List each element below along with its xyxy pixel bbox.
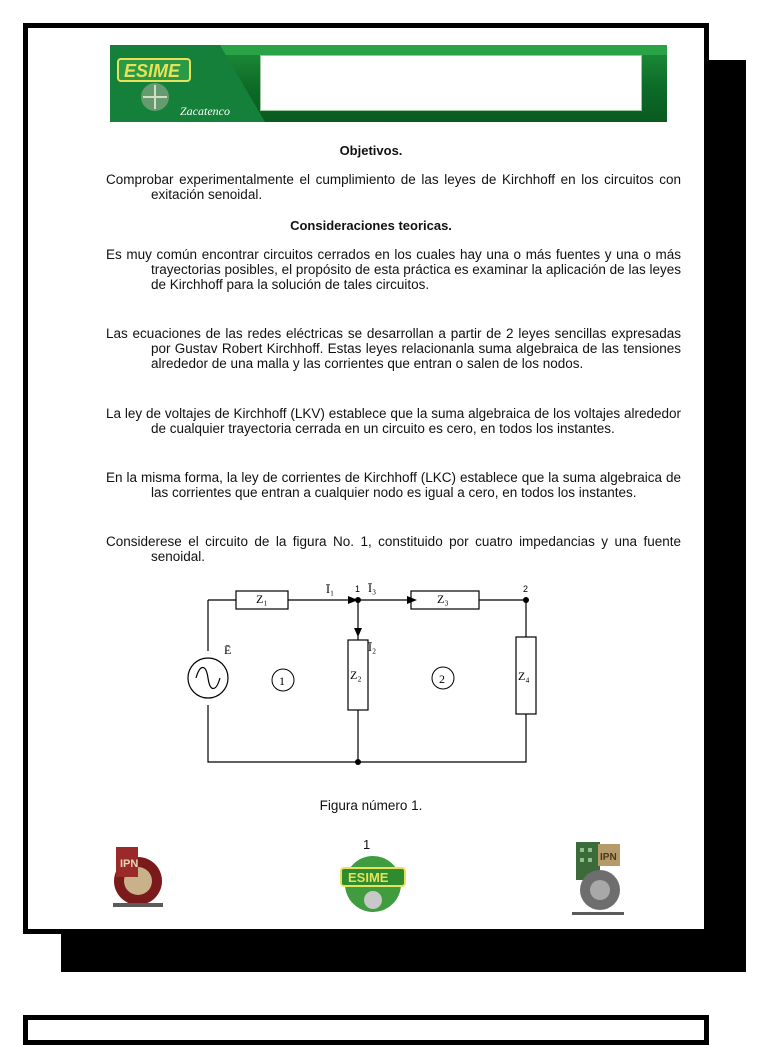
banner-logo-subtext: Zacatenco xyxy=(180,104,230,118)
label-z1: Z₁ xyxy=(256,592,268,606)
label-source: Ē xyxy=(224,643,232,657)
label-node-2: 2 xyxy=(523,584,529,594)
current-i1-arrow-icon xyxy=(348,596,358,604)
document-page xyxy=(23,23,709,934)
label-mesh-2: 2 xyxy=(439,672,445,686)
banner-logo-text: ESIME xyxy=(124,61,181,81)
node-bottom-dot xyxy=(355,759,361,765)
label-z4: Z₄ xyxy=(518,669,530,683)
page-number: 1 xyxy=(363,837,371,852)
label-z2: Z₂ xyxy=(350,668,362,682)
paragraph-4: En la misma forma, la ley de corrientes de Kirchhoff (LKC) establece que la suma algebraica de las corrientes que entran a cualquier nodo es igual a cero, en todos los instantes. xyxy=(106,470,681,500)
label-mesh-1: 1 xyxy=(279,674,285,688)
esime-logo-icon xyxy=(110,45,265,122)
paragraph-1: Es muy común encontrar circuitos cerrados en los cuales hay una o más fuentes y una o más trayectorias posibles, el propósito de esta práctica es examinar la aplicación de las leyes de Kirchhoff para la solución de tales circuitos. xyxy=(106,247,681,292)
label-i2: Ī₂ xyxy=(368,640,377,654)
svg-text:IPN: IPN xyxy=(600,852,617,863)
ipn-building-emblem-icon xyxy=(568,838,628,918)
objetivos-heading: Objetivos. xyxy=(339,143,403,158)
objetivos-paragraph: Comprobar experimentalmente el cumplimiento de las leyes de Kirchhoff en los circuitos con exitación senoidal. xyxy=(106,172,681,202)
current-i2-arrow-icon xyxy=(354,628,362,637)
circuit-diagram xyxy=(178,580,548,775)
figure-caption: Figura número 1. xyxy=(319,798,423,813)
banner-title-box xyxy=(260,55,642,111)
label-node-1: 1 xyxy=(355,584,361,594)
paragraph-3: La ley de voltajes de Kirchhoff (LKV) establece que la suma algebraica de los voltajes alrededor de cualquier trayectoria cerrada en un circuito es cero, en todos los instantes. xyxy=(106,406,681,436)
label-i1: Ī₁ xyxy=(326,582,335,596)
next-page-edge xyxy=(23,1015,709,1045)
label-i3: Ī₃ xyxy=(368,581,377,595)
paragraph-2: Las ecuaciones de las redes eléctricas se desarrollan a partir de 2 leyes sencillas expresadas por Gustav Robert Kirchhoff. Estas leyes relacionanla suma algebraica de las tensiones alrededor de una malla y las corrientes que entran o salen de los nodos. xyxy=(106,326,681,371)
paragraph-5: Considerese el circuito de la figura No. 1, constituido por cuatro impedancias y una fuente senoidal. xyxy=(106,534,681,564)
svg-text:IPN: IPN xyxy=(120,858,139,870)
ipn-emblem-icon xyxy=(108,843,168,913)
footer-esime-text: ESIME xyxy=(348,870,389,885)
esime-banner xyxy=(110,45,667,122)
node-2-dot xyxy=(523,597,529,603)
esime-emblem-icon xyxy=(333,850,413,915)
label-z3: Z₃ xyxy=(437,592,449,606)
consideraciones-heading: Consideraciones teoricas. xyxy=(290,218,452,233)
